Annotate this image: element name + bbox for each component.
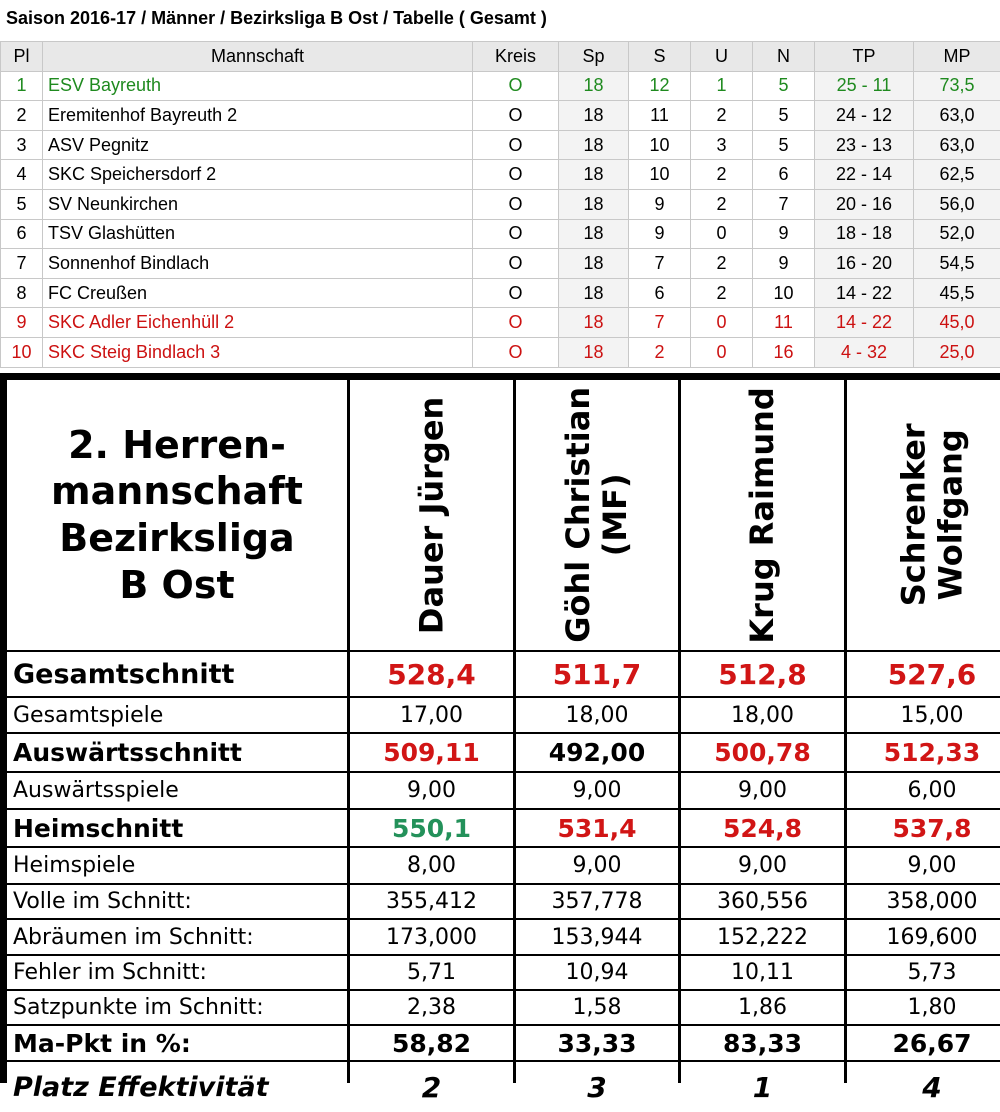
match-points-cell: 62,5: [914, 160, 1000, 190]
losses-cell: 6: [753, 160, 815, 190]
stat-label: Heimschnitt: [7, 810, 347, 846]
match-points-cell: 52,0: [914, 219, 1000, 249]
table-row: [1, 278, 1000, 308]
rank-cell: 4: [1, 160, 43, 190]
col-header-kreis: Kreis: [473, 42, 559, 72]
stat-label: Ma-Pkt in %:: [7, 1026, 347, 1060]
played-cell: 18: [559, 71, 629, 101]
losses-cell: 10: [753, 278, 815, 308]
losses-cell: 9: [753, 249, 815, 279]
draws-cell: 1: [691, 71, 753, 101]
wins-cell: 7: [629, 249, 691, 279]
team-points-cell: 14 - 22: [815, 278, 914, 308]
played-cell: 18: [559, 337, 629, 367]
player-name-line: (MF): [597, 474, 634, 557]
kreis-cell: O: [473, 337, 559, 367]
losses-cell: 5: [753, 130, 815, 160]
kreis-cell: O: [473, 130, 559, 160]
team-name-cell: ESV Bayreuth: [43, 71, 473, 101]
stat-value: 5,73: [847, 956, 1000, 989]
team-name-cell: TSV Glashütten: [43, 219, 473, 249]
stat-label: Gesamtschnitt: [7, 652, 347, 696]
draws-cell: 2: [691, 160, 753, 190]
draws-cell: 2: [691, 101, 753, 131]
stat-value: 169,600: [847, 920, 1000, 954]
team-heading-line: Bezirksliga: [59, 515, 294, 562]
losses-cell: 5: [753, 71, 815, 101]
stat-value: 1: [681, 1062, 844, 1112]
played-cell: 18: [559, 189, 629, 219]
wins-cell: 2: [629, 337, 691, 367]
player-name: [895, 424, 969, 607]
stat-value: 83,33: [681, 1026, 844, 1060]
rank-cell: 6: [1, 219, 43, 249]
played-cell: 18: [559, 249, 629, 279]
col-header-pl: Pl: [1, 42, 43, 72]
kreis-cell: O: [473, 189, 559, 219]
draws-cell: 0: [691, 219, 753, 249]
team-name-cell: SKC Steig Bindlach 3: [43, 337, 473, 367]
wins-cell: 9: [629, 189, 691, 219]
table-row: [1, 101, 1000, 131]
wins-cell: 11: [629, 101, 691, 131]
stat-value: 9,00: [681, 773, 844, 808]
team-points-cell: 14 - 22: [815, 308, 914, 338]
col-header-sp: Sp: [559, 42, 629, 72]
team-points-cell: 25 - 11: [815, 71, 914, 101]
kreis-cell: O: [473, 101, 559, 131]
rank-cell: 8: [1, 278, 43, 308]
stat-value: 357,778: [516, 885, 678, 918]
stat-value: 500,78: [681, 734, 844, 771]
team-name-cell: FC Creußen: [43, 278, 473, 308]
player-name-line: Dauer Jürgen: [413, 396, 450, 633]
match-points-cell: 63,0: [914, 130, 1000, 160]
played-cell: 18: [559, 219, 629, 249]
stat-value: 492,00: [516, 734, 678, 771]
losses-cell: 16: [753, 337, 815, 367]
rank-cell: 1: [1, 71, 43, 101]
league-table: [0, 41, 1000, 368]
stat-value: 10,11: [681, 956, 844, 989]
team-heading-line: 2. Herren-: [68, 422, 286, 469]
stat-value: 15,00: [847, 698, 1000, 732]
player-name-header: [516, 380, 678, 650]
losses-cell: 9: [753, 219, 815, 249]
table-row: [1, 189, 1000, 219]
col-header-mannschaft: Mannschaft: [43, 42, 473, 72]
table-row: [1, 337, 1000, 367]
player-name-line: Krug Raimund: [744, 387, 781, 643]
stat-value: 550,1: [350, 810, 513, 846]
wins-cell: 6: [629, 278, 691, 308]
stat-label: Fehler im Schnitt:: [7, 956, 347, 989]
stat-value: 355,412: [350, 885, 513, 918]
kreis-cell: O: [473, 219, 559, 249]
stat-value: 531,4: [516, 810, 678, 846]
rank-cell: 2: [1, 101, 43, 131]
rank-cell: 5: [1, 189, 43, 219]
team-points-cell: 24 - 12: [815, 101, 914, 131]
played-cell: 18: [559, 160, 629, 190]
match-points-cell: 73,5: [914, 71, 1000, 101]
table-row: [1, 219, 1000, 249]
stat-value: 33,33: [516, 1026, 678, 1060]
stat-label: Gesamtspiele: [7, 698, 347, 732]
team-points-cell: 16 - 20: [815, 249, 914, 279]
stat-value: 509,11: [350, 734, 513, 771]
col-header-n: N: [753, 42, 815, 72]
col-header-tp: TP: [815, 42, 914, 72]
player-name-line: Schrenker: [895, 424, 932, 607]
col-header-mp: MP: [914, 42, 1000, 72]
kreis-cell: O: [473, 278, 559, 308]
team-points-cell: 23 - 13: [815, 130, 914, 160]
stat-value: 10,94: [516, 956, 678, 989]
team-name-cell: Eremitenhof Bayreuth 2: [43, 101, 473, 131]
stat-value: 512,33: [847, 734, 1000, 771]
stat-value: 511,7: [516, 652, 678, 696]
page-title: Saison 2016-17 / Männer / Bezirksliga B Ost / Tabelle ( Gesamt ): [6, 8, 547, 29]
stat-value: 527,6: [847, 652, 1000, 696]
stat-value: 1,80: [847, 991, 1000, 1024]
rank-cell: 7: [1, 249, 43, 279]
team-name-cell: SKC Speichersdorf 2: [43, 160, 473, 190]
stat-value: 4: [847, 1062, 1000, 1112]
stat-label: Satzpunkte im Schnitt:: [7, 991, 347, 1024]
stat-value: 152,222: [681, 920, 844, 954]
team-heading-line: mannschaft: [51, 468, 303, 515]
wins-cell: 10: [629, 130, 691, 160]
stat-value: 18,00: [681, 698, 844, 732]
wins-cell: 10: [629, 160, 691, 190]
player-name: [560, 387, 634, 643]
rank-cell: 9: [1, 308, 43, 338]
stat-value: 173,000: [350, 920, 513, 954]
kreis-cell: O: [473, 160, 559, 190]
stat-value: 58,82: [350, 1026, 513, 1060]
table-row: [1, 160, 1000, 190]
player-name-line: Göhl Christian: [560, 387, 597, 643]
stat-label: Heimspiele: [7, 848, 347, 883]
player-name: [744, 387, 781, 643]
player-name-line: Wolfgang: [932, 429, 969, 600]
stat-label: Auswärtsschnitt: [7, 734, 347, 771]
player-name-header: [681, 380, 844, 650]
match-points-cell: 56,0: [914, 189, 1000, 219]
match-points-cell: 45,5: [914, 278, 1000, 308]
losses-cell: 7: [753, 189, 815, 219]
kreis-cell: O: [473, 308, 559, 338]
team-points-cell: 4 - 32: [815, 337, 914, 367]
stat-label: Platz Effektivität: [7, 1062, 347, 1112]
team-heading: [7, 380, 347, 650]
wins-cell: 9: [629, 219, 691, 249]
played-cell: 18: [559, 130, 629, 160]
table-row: [1, 249, 1000, 279]
stat-value: 153,944: [516, 920, 678, 954]
team-points-cell: 18 - 18: [815, 219, 914, 249]
stat-value: 9,00: [847, 848, 1000, 883]
stat-value: 9,00: [516, 848, 678, 883]
stat-value: 537,8: [847, 810, 1000, 846]
stat-value: 1,86: [681, 991, 844, 1024]
stat-value: 360,556: [681, 885, 844, 918]
league-header-row: [1, 42, 1000, 72]
team-name-cell: SKC Adler Eichenhüll 2: [43, 308, 473, 338]
match-points-cell: 54,5: [914, 249, 1000, 279]
stat-value: 5,71: [350, 956, 513, 989]
team-name-cell: Sonnenhof Bindlach: [43, 249, 473, 279]
stat-value: 512,8: [681, 652, 844, 696]
rank-cell: 3: [1, 130, 43, 160]
stat-value: 6,00: [847, 773, 1000, 808]
stat-value: 17,00: [350, 698, 513, 732]
match-points-cell: 63,0: [914, 101, 1000, 131]
draws-cell: 2: [691, 278, 753, 308]
kreis-cell: O: [473, 249, 559, 279]
played-cell: 18: [559, 308, 629, 338]
stat-value: 2,38: [350, 991, 513, 1024]
team-points-cell: 22 - 14: [815, 160, 914, 190]
table-row: [1, 308, 1000, 338]
kreis-cell: O: [473, 71, 559, 101]
col-header-u: U: [691, 42, 753, 72]
stat-value: 1,58: [516, 991, 678, 1024]
team-points-cell: 20 - 16: [815, 189, 914, 219]
table-row: [1, 71, 1000, 101]
stat-value: 358,000: [847, 885, 1000, 918]
team-name-cell: ASV Pegnitz: [43, 130, 473, 160]
stat-value: 9,00: [516, 773, 678, 808]
table-row: [1, 130, 1000, 160]
player-name-header: [350, 380, 513, 650]
played-cell: 18: [559, 101, 629, 131]
stat-label: Volle im Schnitt:: [7, 885, 347, 918]
played-cell: 18: [559, 278, 629, 308]
losses-cell: 5: [753, 101, 815, 131]
match-points-cell: 45,0: [914, 308, 1000, 338]
stat-value: 8,00: [350, 848, 513, 883]
player-stats-grid: [0, 373, 1000, 1083]
stat-value: 9,00: [350, 773, 513, 808]
draws-cell: 2: [691, 249, 753, 279]
wins-cell: 12: [629, 71, 691, 101]
stat-value: 9,00: [681, 848, 844, 883]
stat-value: 524,8: [681, 810, 844, 846]
col-header-s: S: [629, 42, 691, 72]
team-heading-line: B Ost: [119, 562, 234, 609]
draws-cell: 0: [691, 308, 753, 338]
stat-value: 26,67: [847, 1026, 1000, 1060]
rank-cell: 10: [1, 337, 43, 367]
team-name-cell: SV Neunkirchen: [43, 189, 473, 219]
stat-value: 528,4: [350, 652, 513, 696]
losses-cell: 11: [753, 308, 815, 338]
draws-cell: 0: [691, 337, 753, 367]
stat-value: 18,00: [516, 698, 678, 732]
wins-cell: 7: [629, 308, 691, 338]
stat-label: Auswärtsspiele: [7, 773, 347, 808]
match-points-cell: 25,0: [914, 337, 1000, 367]
draws-cell: 3: [691, 130, 753, 160]
stat-value: 3: [516, 1062, 678, 1112]
stat-value: 2: [350, 1062, 513, 1112]
player-name: [413, 396, 450, 633]
stat-label: Abräumen im Schnitt:: [7, 920, 347, 954]
player-name-header: [847, 380, 1000, 650]
draws-cell: 2: [691, 189, 753, 219]
